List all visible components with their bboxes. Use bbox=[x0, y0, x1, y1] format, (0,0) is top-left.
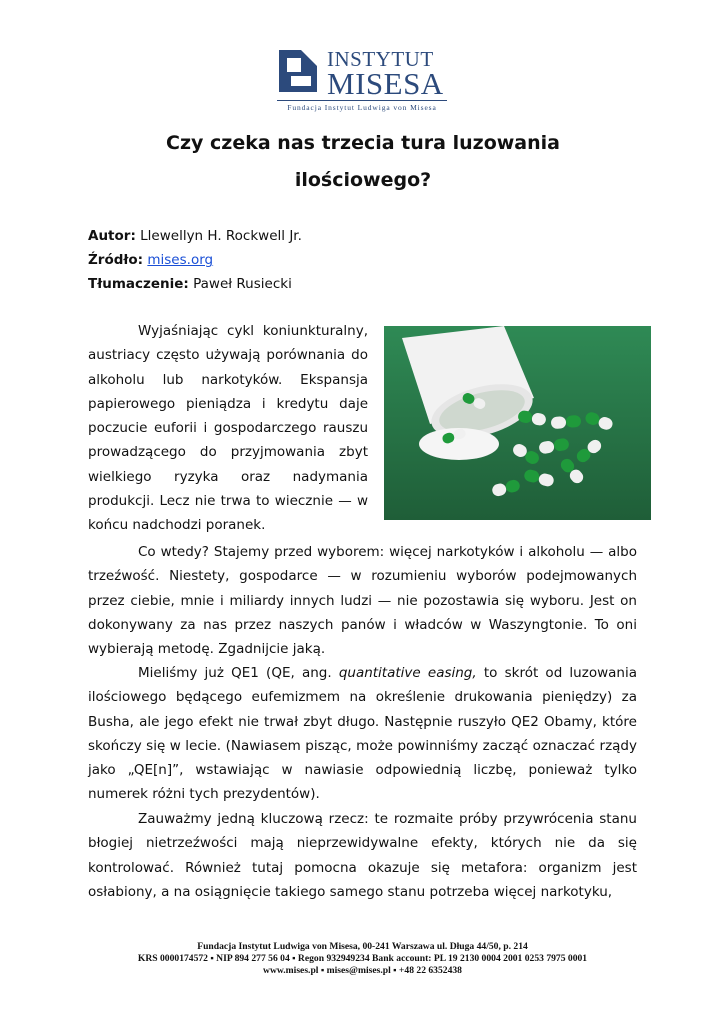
page-footer bbox=[60, 941, 665, 977]
paragraph-3 bbox=[88, 661, 637, 807]
paragraph-3-part-a: Mieliśmy już QE1 (QE, ang. bbox=[138, 665, 339, 681]
translation-line bbox=[88, 275, 292, 293]
paragraph-2: Co wtedy? Stajemy przed wyborem: więcej narkotyków i alkoholu — albo trzeźwość. Niestety, gospodarce — w rozumieniu wyborów podejmowanych przez ciebie, mnie i miliardy innych ludzi — nie pozostawia się wyboru. Jest on dokonywany za nas przez naszych panów i władców w Waszyngtonie. To oni wybierają metodę. Zgadnijcie jaką. bbox=[88, 544, 637, 658]
paragraph-4: Zauważmy jedną kluczową rzecz: te rozmaite próby przywrócenia stanu błogiej nietrzeźwości mają nieprzewidywalne efekty, których nie da się kontrolować. Również tutaj pomocna okazuje się metafora: organizm jest osłabiony, a na osiągnięcie takiego samego stanu potrzeba więcej narkotyku, bbox=[88, 811, 637, 900]
paragraph-1: Wyjaśniając cykl koniunkturalny, austriacy często używają porównania do alkoholu lub narkotyków. Ekspansja papierowego pieniądza i kredytu daje poczucie euforii i gospodarczego rauszu prowadzącego do przyjmowania zbyt wielkiego ryzyka oraz nadymania produkcji. Lecz nie trwa to wiecznie — w końcu nadchodzi poranek. bbox=[88, 323, 368, 534]
source-link[interactable]: mises.org bbox=[147, 252, 214, 268]
author-label: Autor: bbox=[88, 228, 136, 244]
institute-logo bbox=[277, 44, 447, 112]
capsules-photo bbox=[384, 326, 651, 520]
logo-mark-icon bbox=[277, 46, 321, 96]
logo-line1: INSTYTUT bbox=[327, 47, 434, 71]
footer-registration: KRS 0000174572 ▪ NIP 894 277 56 04 ▪ Regon 932949234 Bank account: PL 19 2130 0004 2001 0253 7975 0001 bbox=[137, 953, 588, 964]
logo-tagline: Fundacja Instytut Ludwiga von Misesa bbox=[277, 100, 447, 112]
paragraph-3-part-b: to skrót od luzowania ilościowego będącego eufemizmem na określenie drukowania pieniędzy) za Busha, ale jego efekt nie trwał zbyt długo. Następnie ruszyło QE2 Obamy, które skończy się w lecie. (Nawiasem pisząc, może powinniśmy zacząć oznaczać rządy jako „QE[n]”, wstawiając w nawiasie odpowiednią liczbę, ponieważ tylko numerek różni tych prezydentów). bbox=[88, 665, 637, 803]
author-name: Llewellyn H. Rockwell Jr. bbox=[140, 228, 302, 244]
author-line bbox=[88, 227, 302, 245]
source-line bbox=[88, 251, 213, 269]
footer-contact: www.mises.pl ▪ mises@mises.pl ▪ +48 22 6352438 bbox=[263, 965, 462, 976]
article-title-line2: ilościowego? bbox=[294, 169, 432, 191]
translation-label: Tłumaczenie: bbox=[88, 276, 189, 292]
translator-name: Paweł Rusiecki bbox=[193, 276, 292, 292]
source-label: Źródło: bbox=[88, 252, 144, 268]
article-title-line1: Czy czeka nas trzecia tura luzowania bbox=[166, 132, 560, 154]
footer-address: Fundacja Instytut Ludwiga von Misesa, 00-241 Warszawa ul. Długa 44/50, p. 214 bbox=[197, 941, 528, 952]
logo-line2: MISESA bbox=[327, 66, 444, 101]
paragraph-3-emphasis: quantitative easing, bbox=[338, 665, 477, 681]
